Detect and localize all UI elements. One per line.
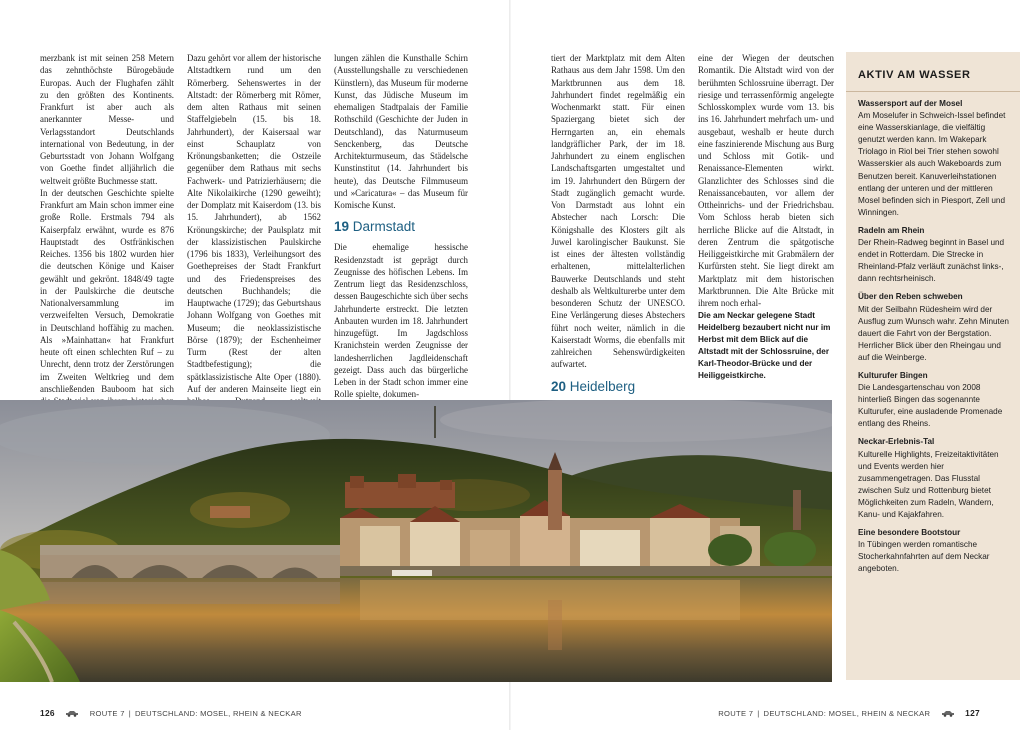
sidebar-item	[858, 527, 1014, 575]
footer-route: ROUTE 7	[718, 709, 754, 718]
sidebar-item-text: In Tübingen werden romantische Stocherkahnfahrten auf dem Neckar angeboten.	[858, 540, 990, 574]
section-heading-heidelberg	[551, 379, 685, 395]
paragraph: lungen zählen die Kunsthalle Schirn (Ausstellungshalle zu verschiedenen Künstlern), das Museum für moderne Kunst, das Jüdische Museum im ehemaligen Stadtpalais der Familie Rothschild (Geschichte der Juden in Deutschland), das Naturmuseum Senckenberg, das Deutsche Architekturmuseum, das Städelsche Kunstinstitut (14. Jahrhundert bis heute), das Deutsche Filmmuseum und »Caricatura« – das Museum für Komische Kunst.	[334, 53, 468, 210]
heidelberg-photo	[0, 400, 832, 682]
sidebar-item-text: Kulturelle Highlights, Freizeitaktivitäten und Events werden hier zusammengetragen. Das Flusstal zwischen Sulz und Rottenburg bietet Möglichkeiten zum Radeln, Wandern, Kanu- und Kajakfahren.	[858, 449, 999, 519]
sidebar-item-text: Mit der Seilbahn Rüdesheim wird der Ausflug zum Wunsch wahr. Zehn Minuten dauert die Fahrt von der Bergstation. Herrlicher Blick über den Rheingau und auf die Weinberge.	[858, 304, 1009, 362]
sidebar-item-heading: Eine besondere Bootstour	[858, 528, 961, 538]
paragraph: merzbank ist mit seinen 258 Metern das zehnthöchste Bürogebäude Europas. Auch der Flughafen zählt zu den größten des Kontinents. Frankfurt ist aber auch als anerkannter Messe- und Verlagsstandort Deutschlands international von Bedeutung, in der Geburtsstadt von Johann Wolfgang von Goethe findet alljährlich die weltweit größte Buchmesse statt.	[40, 53, 174, 186]
sidebar-item-heading: Über den Reben schweben	[858, 292, 963, 302]
paragraph: tiert der Marktplatz mit dem Alten Rathaus aus dem Jahr 1598. Um den Marktbrunnen aus dem 18. Jahrhundert findet regelmäßig ein Wochenmarkt statt. Für einen Spaziergang bietet sich der Herrngarten an, ein ehemals landgräflicher Park, der im 18. Jahrhundert zu einem englischen Landschaftsgarten umgestaltet und im 19. Jahrhundert den Bürgern der Stadt zugänglich gemacht wurde. Von Darmstadt aus lohnt ein Abstecher nach Lorsch: Die Königshalle des Klosters gilt als Juwel karolingischer Baukunst. Sie ist eines der ältesten vollständig erhaltenen, mittelalterlichen Bauwerke Deutschlands und steht deshalb als Weltkulturerbe unter dem besonderen Schutz der UNESCO. Eine Verlängerung dieses Abstechers führt noch weiter, nämlich in die Kaiserstadt Worms, die ebenfalls mit zahlreichen Sehenswürdigkeiten aufwartet.	[551, 53, 685, 370]
section-number: 19	[334, 219, 350, 235]
sidebar-item-heading: Neckar-Erlebnis-Tal	[858, 437, 935, 447]
footer-region: DEUTSCHLAND: MOSEL, RHEIN & NECKAR	[135, 709, 302, 718]
text-column-5	[698, 52, 834, 309]
section-title: Heidelberg	[569, 378, 636, 394]
footer-route: ROUTE 7	[89, 709, 125, 718]
page-number: 127	[965, 708, 980, 718]
page-number: 126	[40, 708, 55, 718]
sidebar-item-heading: Kulturufer Bingen	[858, 370, 928, 380]
section-title: Darmstadt	[352, 219, 416, 235]
sidebar-item-text: Der Rhein-Radweg beginnt in Basel und endet in Rotterdam. Die Strecke in Rheinland-Pfalz verläuft zunächst links-, dann rechtsrheinisch.	[858, 238, 1005, 284]
sidebar-item	[858, 436, 1014, 521]
footer-region: DEUTSCHLAND: MOSEL, RHEIN & NECKAR	[763, 709, 931, 718]
sidebar-body	[858, 98, 1014, 581]
car-icon	[941, 710, 955, 719]
paragraph: In der deutschen Geschichte spielte Frankfurt am Main schon immer eine große Rolle. Erstmals 794 als Kaiserpfalz erwähnt, wurde es 876 Hauptstadt des Ostfränkischen Reiches. 1356 bis 1802 wurden hier die deutschen Könige und Kaiser gewählt und gekrönt. 1848/49 tagte in der Paulskirche die deutsche Nationalversammlung im verzweifelten Versuch, Demokratie in Deutschland hoffähig zu machen. Als »Mainhattan« hat Frankfurt heute oft einen schlechten Ruf – zu Unrecht, denn trotz der Zerstörungen im Zweiten Weltkrieg und dem anschließenden Bauboom hat sich	[40, 187, 174, 394]
section-heading-darmstadt	[334, 219, 468, 235]
text-column-2	[187, 52, 321, 456]
section-number: 20	[551, 378, 567, 394]
sidebar-item	[858, 370, 1014, 430]
sidebar-item	[858, 225, 1014, 285]
sidebar-box	[846, 52, 1020, 680]
footer-left: 126 ROUTE 7 | DEUTSCHLAND: MOSEL, RHEIN & NECKAR	[40, 708, 302, 718]
sidebar-item-text: Am Moselufer in Schweich-Issel befindet eine Wasserskianlage, die vielfältig genutzt werden kann. Im Wakepark Triolago in Riol bei Trier stehen sowohl Wasserskier als auch Wakeboards zum Benutzen bereit. Kanuverleihstationen entlang der unteren und der mittleren Mosel befinden sich in Piesport, Zell und Winningen.	[858, 111, 1006, 217]
paragraph: Die ehemalige hessische Residenzstadt ist geprägt durch Zeugnisse des höfischen Lebens. Im Zentrum liegt das Residenzschloss, dessen Baugeschichte sich über sechs Jahrhunderte erstreckt. Die letzten Anbauten wurden im 18. Jahrhundert hinzugefügt. Im Jagdschloss Kranichstein werden Zeugnisse der landesherrlichen Jagdleidenschaft gezeigt. Dass auch das bürgerliche Leben in der Stadt schon immer eine Rolle spielte, dokumen-	[334, 242, 468, 400]
sidebar-title: AKTIV AM WASSER	[858, 69, 971, 81]
text-column-1	[40, 52, 174, 432]
car-icon	[65, 710, 79, 719]
photo-caption: Die am Neckar gelegene Stadt Heidelberg bezaubert nicht nur im Herbst mit dem Blick auf die Altstadt mit der Schlossruine, der Karl-Theodor-Brücke und der Heiliggeistkirche.	[698, 311, 831, 380]
sidebar-item	[858, 98, 1014, 219]
sidebar-item-heading: Radeln am Rhein	[858, 225, 925, 235]
paragraph: Dazu gehört vor allem der historische Altstadtkern rund um den Römerberg. Sehenswertes in der Altstadt: der Römerberg mit Römer, dem alten Rathaus mit seinen Staffelgiebeln (15. bis 18. Jahrhundert), der Kaisersaal war einst Schauplatz von Krönungsbanketten; die Ostzeile gegenüber dem Rathaus mit sechs Fachwerk- und Patrizierhäusern; die Alte Nikolaikirche (1290 geweiht); der Domplatz mit Kaiserdom (13. bis 15. Jahrhundert), ab 1562 Krönungskirche; der Paulsplatz mit der klassizistischen Paulskirche (1796 bis 1833), Verleihungsort des Goethepreises der Stadt Frankfurt und des Friedenspreises des deutschen Buchhandels; die Hauptwache (1729); das Geburtshaus Johann Wolfgang von Goethes mit Museum; die neoklassizistische Börse (1879); der Eschenheimer Turm (Rest der alten Stadtbefestigung); die spätklassizistische Alte Oper (1880). Auf der anderen Mainseite liegt ein	[187, 53, 321, 394]
sidebar-item-text: Die Landesgartenschau von 2008 hinterließ Bingen das sogenannte Kulturufer, eine ausladende Promenade entlang des Rheins.	[858, 383, 1003, 429]
footer-right: ROUTE 7 | DEUTSCHLAND: MOSEL, RHEIN & NECKAR 127	[718, 708, 980, 718]
sidebar-item	[858, 291, 1014, 364]
sidebar-item-heading: Wassersport auf der Mosel	[858, 99, 963, 108]
sidebar-divider	[846, 91, 1020, 92]
heidelberg-panorama-image	[0, 400, 832, 682]
paragraph: eine der Wiegen der deutschen Romantik. Die Altstadt wird von der berühmten Schlossruine überragt. Der riesige und terrassenförmig angelegte Schlosskomplex wurde vom 13. bis ins 16. Jahrhundert mehrfach um- und ausgebaut, weshalb er heute durch eine faszinierende Mischung aus Burg und Schloss mit Gotik- und Renaissance-Elementen wirkt. Glanzlichter des Schlosses sind die Renaissancebauten, vor allem der Ottheinrichs- und der Friedrichsbau. Vom Schloss herab bieten sich herrliche Blicke auf die Altstadt, in deren Zentrum die spätgotische Heiliggeistkirche mit Grabmälern der Kurfürsten steht. Sie liegt direkt am Marktplatz mit dem historischen Marktbrunnen. Die Alte Brücke mit ihrem noch erhal-	[698, 53, 834, 308]
text-column-4	[551, 52, 685, 425]
text-column-3	[334, 52, 468, 401]
